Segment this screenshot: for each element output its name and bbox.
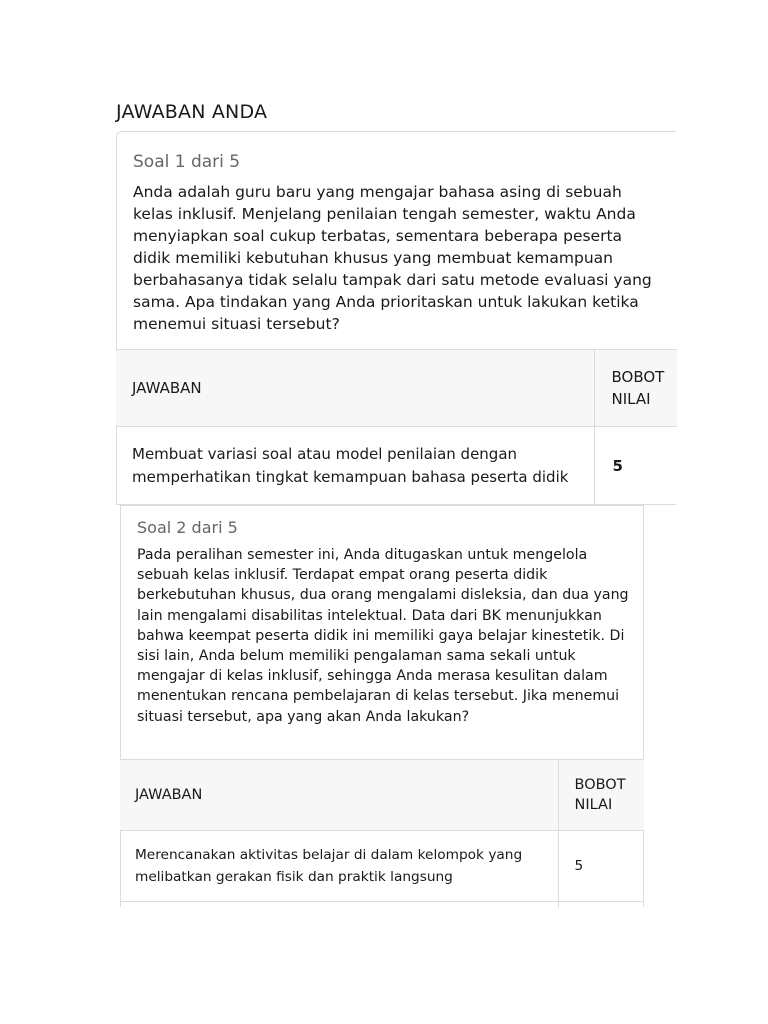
answer-table-header <box>120 760 644 831</box>
question-body <box>117 132 676 335</box>
table-row <box>116 427 677 506</box>
answer-text: Merencanakan aktivitas belajar di dalam kelompok yang melibatkan gerakan fisik dan praktik langsung <box>120 831 558 902</box>
question-number: Soal 1 dari 5 <box>133 152 241 172</box>
answer-column-header: JAWABAN <box>120 760 558 831</box>
score-column-header: BOBOT NILAI <box>594 350 677 427</box>
question-text: Pada peralihan semester ini, Anda ditugaskan untuk mengelola sebuah kelas inklusif. Terdapat empat orang peserta didik berkebutuhan khusus, dua orang mengalami disleksia, dan dua yang lain mengalami disabilitas intelektual. Data dari BK menunjukkan bahwa keempat peserta didik ini memiliki gaya belajar kinestetik. Di sisi lain, Anda belum memiliki pengalaman sama sekali untuk mengajar di kelas inklusif, sehingga Anda merasa kesulitan dalam menentukan rencana pembelajaran di kelas tersebut. Jika menemui situasi tersebut, apa yang akan Anda lakukan? <box>137 547 629 725</box>
question-text: Anda adalah guru baru yang mengajar bahasa asing di sebuah kelas inklusif. Menjelang penilaian tengah semester, waktu Anda menyiapkan soal cukup terbatas, sementara beberapa peserta didik memiliki kebutuhan khusus yang membuat kemampuan berbahasanya tidak selalu tampak dari satu metode evaluasi yang sama. Apa tindakan yang Anda prioritaskan untuk lakukan ketika menemui situasi tersebut? <box>133 183 652 333</box>
question-card-1 <box>116 131 676 505</box>
answer-text: Membuat variasi soal atau model penilaian dengan memperhatikan tingkat kemampuan bahasa peserta didik <box>116 427 594 506</box>
answer-table <box>116 349 677 505</box>
score-column-header: BOBOT NILAI <box>558 760 644 831</box>
answer-table-header <box>116 350 677 427</box>
score-value: 5 <box>558 831 644 902</box>
answer-column-header: JAWABAN <box>116 350 594 427</box>
page-title: JAWABAN ANDA <box>116 101 268 123</box>
table-row <box>120 831 644 902</box>
score-value: 5 <box>594 427 677 506</box>
answer-table <box>120 759 644 908</box>
question-number: Soal 2 dari 5 <box>137 518 238 537</box>
table-row-partial <box>120 902 644 909</box>
question-card-2 <box>120 505 644 907</box>
question-body <box>121 506 643 727</box>
